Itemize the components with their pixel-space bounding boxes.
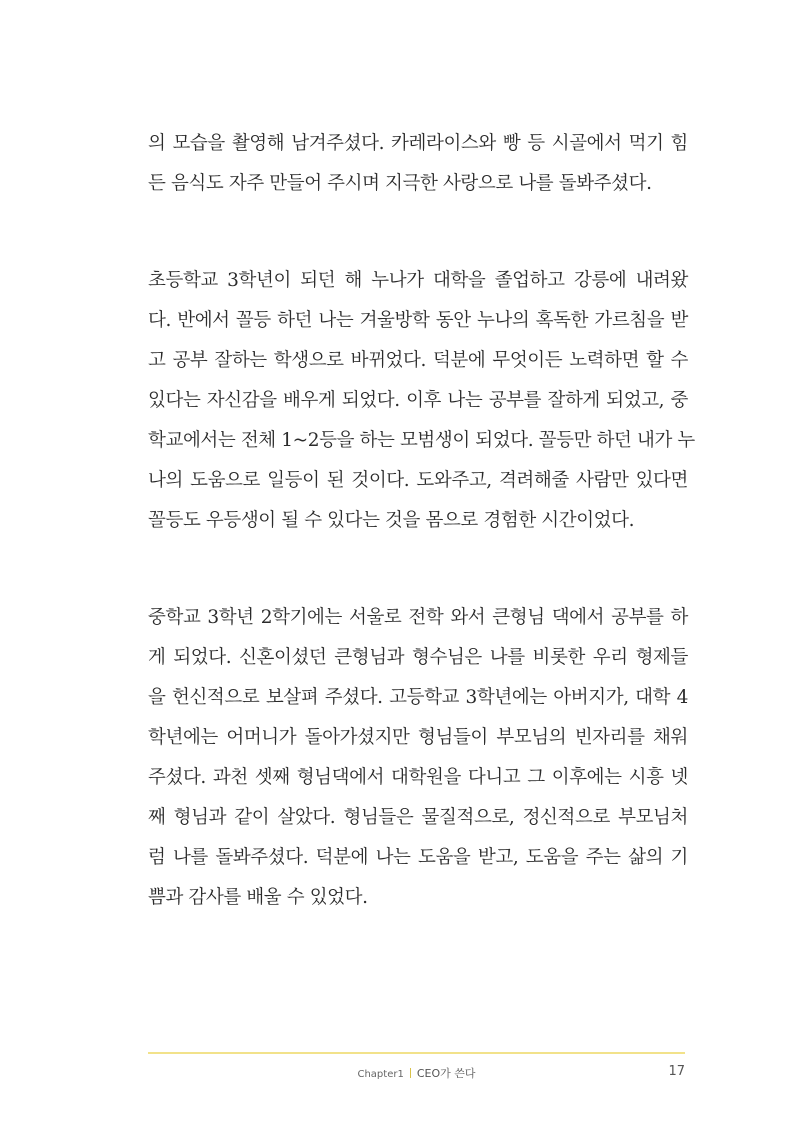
paragraph-3: [148, 598, 688, 918]
text-line: 학교에서는 전체 1~2등을 하는 모범생이 되었다. 꼴등만 하던 내가 누: [148, 430, 695, 451]
paragraph-1: [148, 124, 688, 204]
text-line: 럼 나를 돌봐주셨다. 덕분에 나는 도움을 받고, 도움을 주는 삶의 기: [148, 847, 688, 868]
footer-separator: [410, 1068, 411, 1078]
paragraph-gap: [148, 204, 688, 261]
text-line: 나의 도움으로 일등이 된 것이다. 도와주고, 격려해줄 사람만 있다면: [148, 470, 688, 491]
text-line: 있다는 자신감을 배우게 되었다. 이후 나는 공부를 잘하게 되었고, 중: [148, 390, 688, 411]
text-line: 쁨과 감사를 배울 수 있었다.: [148, 887, 368, 908]
text-line: 을 헌신적으로 보살펴 주셨다. 고등학교 3학년에는 아버지가, 대학 4: [148, 687, 688, 708]
text-line: 꼴등도 우등생이 될 수 있다는 것을 몸으로 경험한 시간이었다.: [148, 510, 635, 531]
text-line: 주셨다. 과천 셋째 형님댁에서 대학원을 다니고 그 이후에는 시흥 넷: [148, 767, 688, 788]
text-line: 다. 반에서 꼴등 하던 나는 겨울방학 동안 누나의 혹독한 가르침을 받: [148, 310, 688, 331]
text-line: 게 되었다. 신혼이셨던 큰형님과 형수님은 나를 비롯한 우리 형제들: [148, 647, 688, 668]
footer-rule: [148, 1052, 685, 1054]
text-line: 의 모습을 촬영해 남겨주셨다. 카레라이스와 빵 등 시골에서 먹기 힘: [148, 133, 688, 154]
text-line: 학년에는 어머니가 돌아가셨지만 형님들이 부모님의 빈자리를 채워: [148, 727, 688, 748]
text-line: 초등학교 3학년이 되던 해 누나가 대학을 졸업하고 강릉에 내려왔: [148, 270, 688, 291]
chapter-label: Chapter1: [357, 1069, 404, 1080]
page-number: 17: [668, 1064, 685, 1079]
paragraph-gap: [148, 541, 688, 598]
text-line: 든 음식도 자주 만들어 주시며 지극한 사랑으로 나를 돌봐주셨다.: [148, 173, 652, 194]
section-title: CEO가 쓴다: [416, 1067, 476, 1080]
text-line: 고 공부 잘하는 학생으로 바뀌었다. 덕분에 무엇이든 노력하면 할 수: [148, 350, 688, 371]
text-line: 중학교 3학년 2학기에는 서울로 전학 와서 큰형님 댁에서 공부를 하: [148, 607, 688, 628]
paragraph-2: [148, 261, 695, 541]
page-footer: [148, 1066, 685, 1086]
body-text: [148, 124, 695, 918]
text-line: 째 형님과 같이 살았다. 형님들은 물질적으로, 정신적으로 부모님처: [148, 807, 688, 828]
running-footer: [148, 1066, 685, 1083]
